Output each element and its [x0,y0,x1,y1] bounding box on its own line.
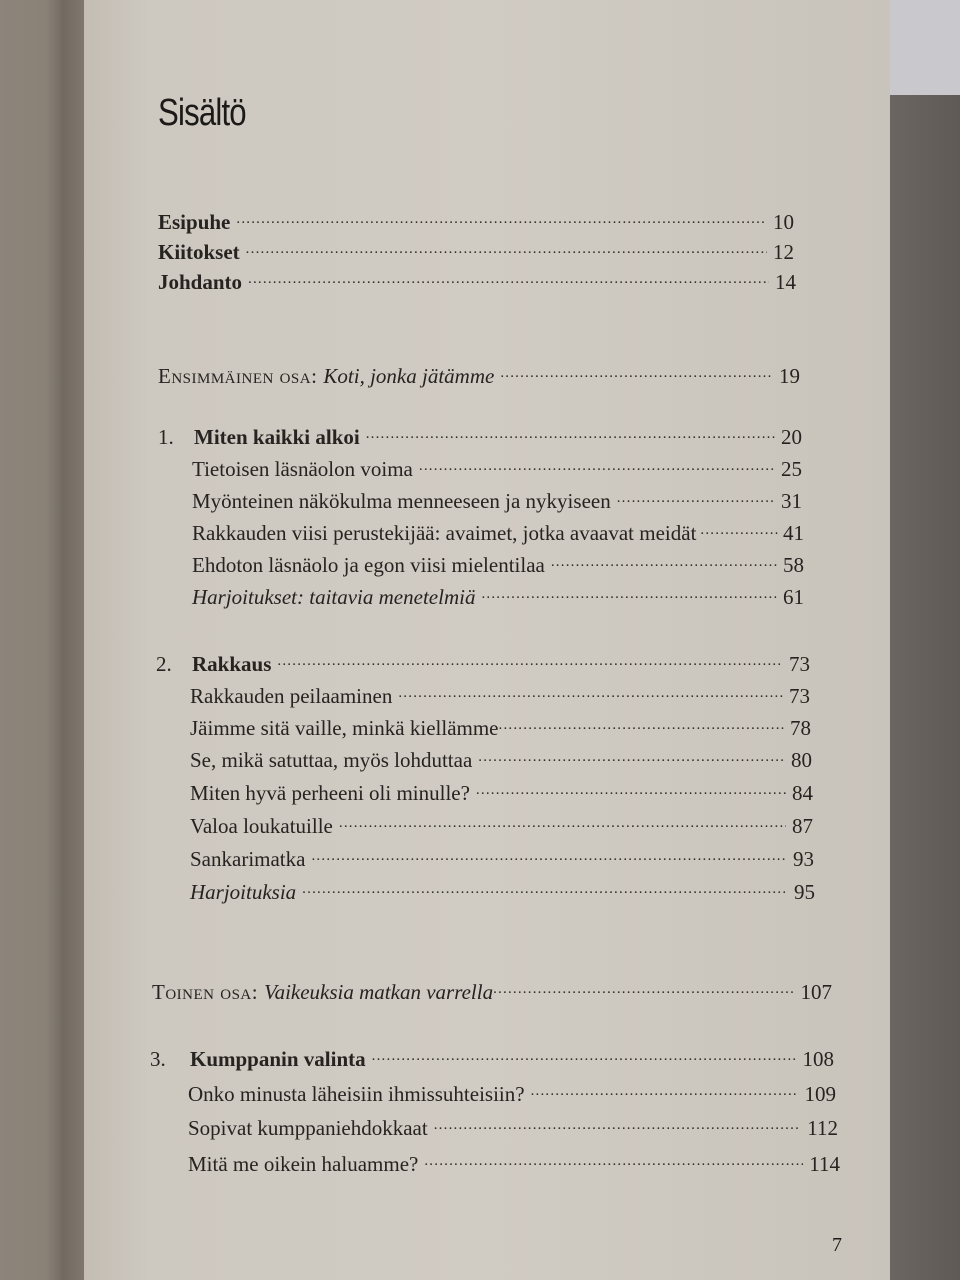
toc-section [192,487,802,514]
dot-leader [493,978,794,999]
toc-section [190,845,814,872]
toc-entry-page: 10 [773,210,794,234]
toc-section [192,551,804,578]
toc-section [190,812,813,839]
section-title: Rakkauden viisi perustekijää: avaimet, jotka avaavat meidät [192,521,697,545]
dot-leader [311,845,787,866]
toc-entry-page: 20 [781,425,802,449]
toc-entry-page: 84 [792,781,813,805]
section-title: Se, mikä satuttaa, myös lohduttaa [190,748,473,772]
toc-entry-page: 95 [794,880,815,904]
toc-section [190,714,811,741]
toc-entry-page: 41 [783,521,804,545]
toc-section [190,779,813,806]
chapter-number: 3. [150,1047,166,1071]
dot-leader [500,362,773,383]
chapter-number: 2. [156,652,172,676]
part-title: Vaikeuksia matkan varrella [264,980,494,1004]
dot-leader [617,487,775,508]
dot-leader [277,650,783,671]
toc-entry-page: 61 [783,585,804,609]
toc-entry-page: 19 [779,364,800,388]
toc-section [188,1114,838,1141]
toc-entry-page: 31 [781,489,802,513]
dot-leader [551,551,777,572]
toc-entry-page: 80 [791,748,812,772]
page-title: Sisältö [158,92,246,134]
toc-entry-page: 73 [789,652,810,676]
background-left-book [0,0,66,1280]
dot-leader [478,746,785,767]
toc-entry-johdanto [158,268,796,295]
toc-chapter-2 [156,650,810,677]
section-title: Mitä me oikein haluamme? [188,1152,419,1176]
toc-entry-page: 114 [809,1152,840,1176]
section-title: Tietoisen läsnäolon voima [192,457,413,481]
toc-entry-page: 25 [781,457,802,481]
section-title: Miten hyvä perheeni oli minulle? [190,781,470,805]
dot-leader [248,268,769,289]
section-title: Rakkauden peilaaminen [190,684,393,708]
dot-leader [481,583,777,604]
part-prefix: Toinen osa: [152,980,259,1004]
chapter-title: Rakkaus [192,652,272,676]
section-title: Jäimme sitä vaille, minkä kiellämme [190,716,499,740]
toc-entry-label: Kiitokset [158,240,240,264]
toc-entry-kiitokset [158,238,794,265]
toc-entry-page: 78 [790,716,811,740]
dot-leader [302,878,788,899]
dot-leader [476,779,786,800]
dot-leader [424,1150,803,1171]
dot-leader [419,455,775,476]
toc-section [190,878,815,905]
toc-section [192,455,802,482]
toc-entry-label: Esipuhe [158,210,231,234]
section-title: Harjoitukset: taitavia menetelmiä [192,585,476,609]
dot-leader [339,812,786,833]
toc-entry-page: 93 [793,847,814,871]
toc-entry-page: 87 [792,814,813,838]
toc-entry-page: 58 [783,553,804,577]
toc-entry-label: Johdanto [158,270,243,294]
chapter-number: 1. [158,425,174,449]
toc-entry-page: 109 [804,1082,836,1106]
toc-section [188,1080,836,1107]
dot-leader [434,1114,802,1135]
dot-leader [700,519,779,540]
section-title: Sankarimatka [190,847,306,871]
toc-entry-page: 14 [775,270,796,294]
section-title: Sopivat kumppaniehdokkaat [188,1116,428,1140]
section-title: Ehdoton läsnäolo ja egon viisi mielentilaa [192,553,545,577]
toc-section [190,682,810,709]
toc-section [192,583,804,610]
toc-entry-esipuhe [158,208,794,235]
toc-section [192,519,804,546]
toc-entry-page: 107 [800,980,832,1004]
dot-leader [236,208,767,229]
dot-leader [499,714,785,735]
toc-section [190,746,812,773]
section-title: Harjoituksia [190,880,297,904]
section-title: Myönteinen näkökulma menneeseen ja nykyiseen [192,489,611,513]
toc-part-1 [158,362,800,389]
part-title: Koti, jonka jätämme [323,364,495,388]
dot-leader [366,423,775,444]
toc-part-2 [152,978,832,1005]
section-title: Valoa loukatuille [190,814,333,838]
section-title: Onko minusta läheisiin ihmissuhteisiin? [188,1082,525,1106]
toc-entry-page: 108 [802,1047,834,1071]
dot-leader [531,1080,799,1101]
toc-section [188,1150,840,1177]
toc-entry-page: 112 [807,1116,838,1140]
chapter-title: Kumppanin valinta [190,1047,366,1071]
part-prefix: Ensimmäinen osa: [158,364,318,388]
chapter-title: Miten kaikki alkoi [194,425,360,449]
dot-leader [372,1045,797,1066]
toc-chapter-3 [150,1045,834,1072]
toc-entry-page: 12 [773,240,794,264]
dot-leader [398,682,783,703]
toc-entry-page: 73 [789,684,810,708]
page-number: 7 [832,1234,842,1256]
dot-leader [246,238,767,259]
toc-chapter-1 [158,423,802,450]
